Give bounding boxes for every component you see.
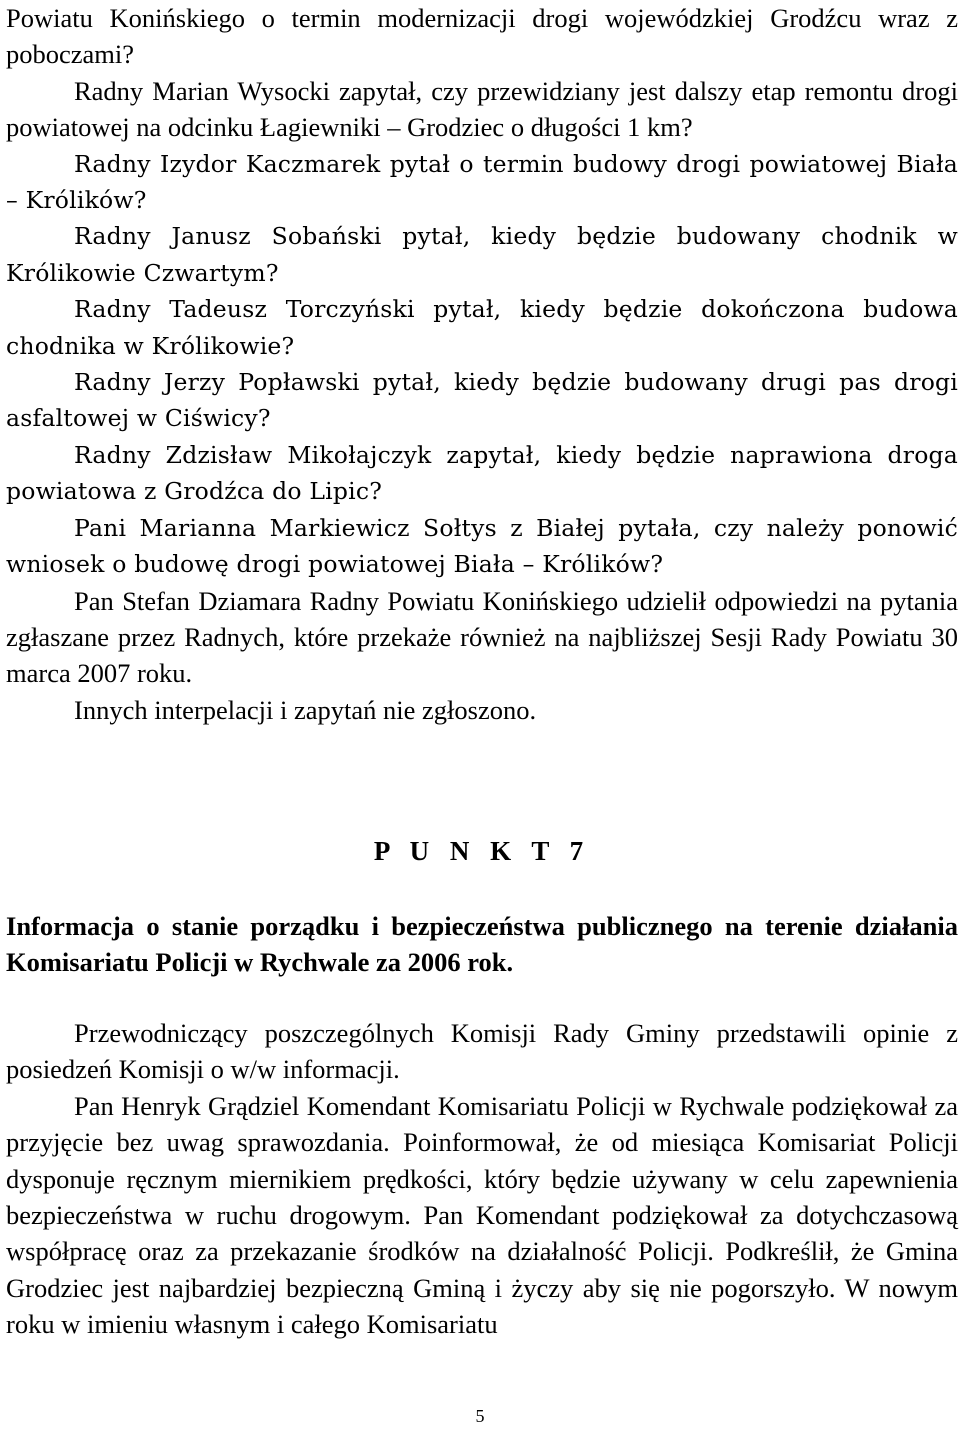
paragraph-dziamara: Pan Stefan Dziamara Radny Powiatu Konińskiego udzielił odpowiedzi na pytania zgłaszane przez Radnych, które przekaże również na najbliższej Sesji Rady Powiatu 30 marca 2007 roku. <box>6 585 958 689</box>
paragraph-committees: Przewodniczący poszczególnych Komisji Rady Gminy przedstawili opinie z posiedzeń Komisji o w/w informacji. <box>6 1018 958 1085</box>
paragraph-torczynski: Radny Tadeusz Torczyński pytał, kiedy będzie dokończona budowa chodnika w Królikowie? <box>6 295 958 360</box>
section-number-heading: P U N K T 7 <box>373 836 591 866</box>
interpellations-section <box>6 0 958 728</box>
police-report-section <box>6 1015 958 1343</box>
paragraph-continuation: Powiatu Konińskiego o termin modernizacji drogi wojewódzkiej Grodźcu wraz z poboczami? <box>6 3 958 70</box>
paragraph-mikolajczyk: Radny Zdzisław Mikołajczyk zapytał, kiedy będzie naprawiona droga powiatowa z Grodźca do Lipic? <box>6 440 958 506</box>
paragraph-sobanski: Radny Janusz Sobański pytał, kiedy będzie budowany chodnik w Królikowie Czwartym? <box>6 222 958 287</box>
paragraph-poplawski: Radny Jerzy Popławski pytał, kiedy będzie budowany drugi pas drogi asfaltowej w Ciświcy? <box>6 368 958 433</box>
section-title: Informacja o stanie porządku i bezpieczeństwa publicznego na terenie działania Komisariatu Policji w Rychwale za 2006 rok. <box>6 911 958 978</box>
paragraph-commander: Pan Henryk Grądziel Komendant Komisariatu Policji w Rychwale podziękował za przyjęcie bez uwag sprawozdania. Poinformował, że od miesiąca Komisariat Policji dysponuje ręcznym miernikiem prędkości, który będzie używany w celu zapewnienia bezpieczeństwa w ruchu drogowym. Pan Komendant podziękował za dotychczasową współpracę oraz za przekazanie środków na działalność Policji. Podkreślił, że Gmina Grodziec jest najbardziej bezpieczną Gminą i życzy aby się nie pogorszyło. W nowym roku w imieniu własnym i całego Komisariatu <box>6 1090 958 1340</box>
document-page <box>6 0 958 1340</box>
paragraph-wysocki: Radny Marian Wysocki zapytał, czy przewidziany jest dalszy etap remontu drogi powiatowej na odcinku Łagiewniki – Grodziec o długości 1 km? <box>6 75 958 143</box>
page-number: 5 <box>475 1406 485 1426</box>
paragraph-no-interpellations: Innych interpelacji i zapytań nie zgłoszono. <box>74 694 537 725</box>
paragraph-markiewicz: Pani Marianna Markiewicz Sołtys z Białej pytała, czy należy ponowić wniosek o budowę drogi powiatowej Biała – Królików? <box>6 513 958 579</box>
paragraph-kaczmarek: Radny Izydor Kaczmarek pytał o termin budowy drogi powiatowej Biała – Królików? <box>6 149 958 215</box>
